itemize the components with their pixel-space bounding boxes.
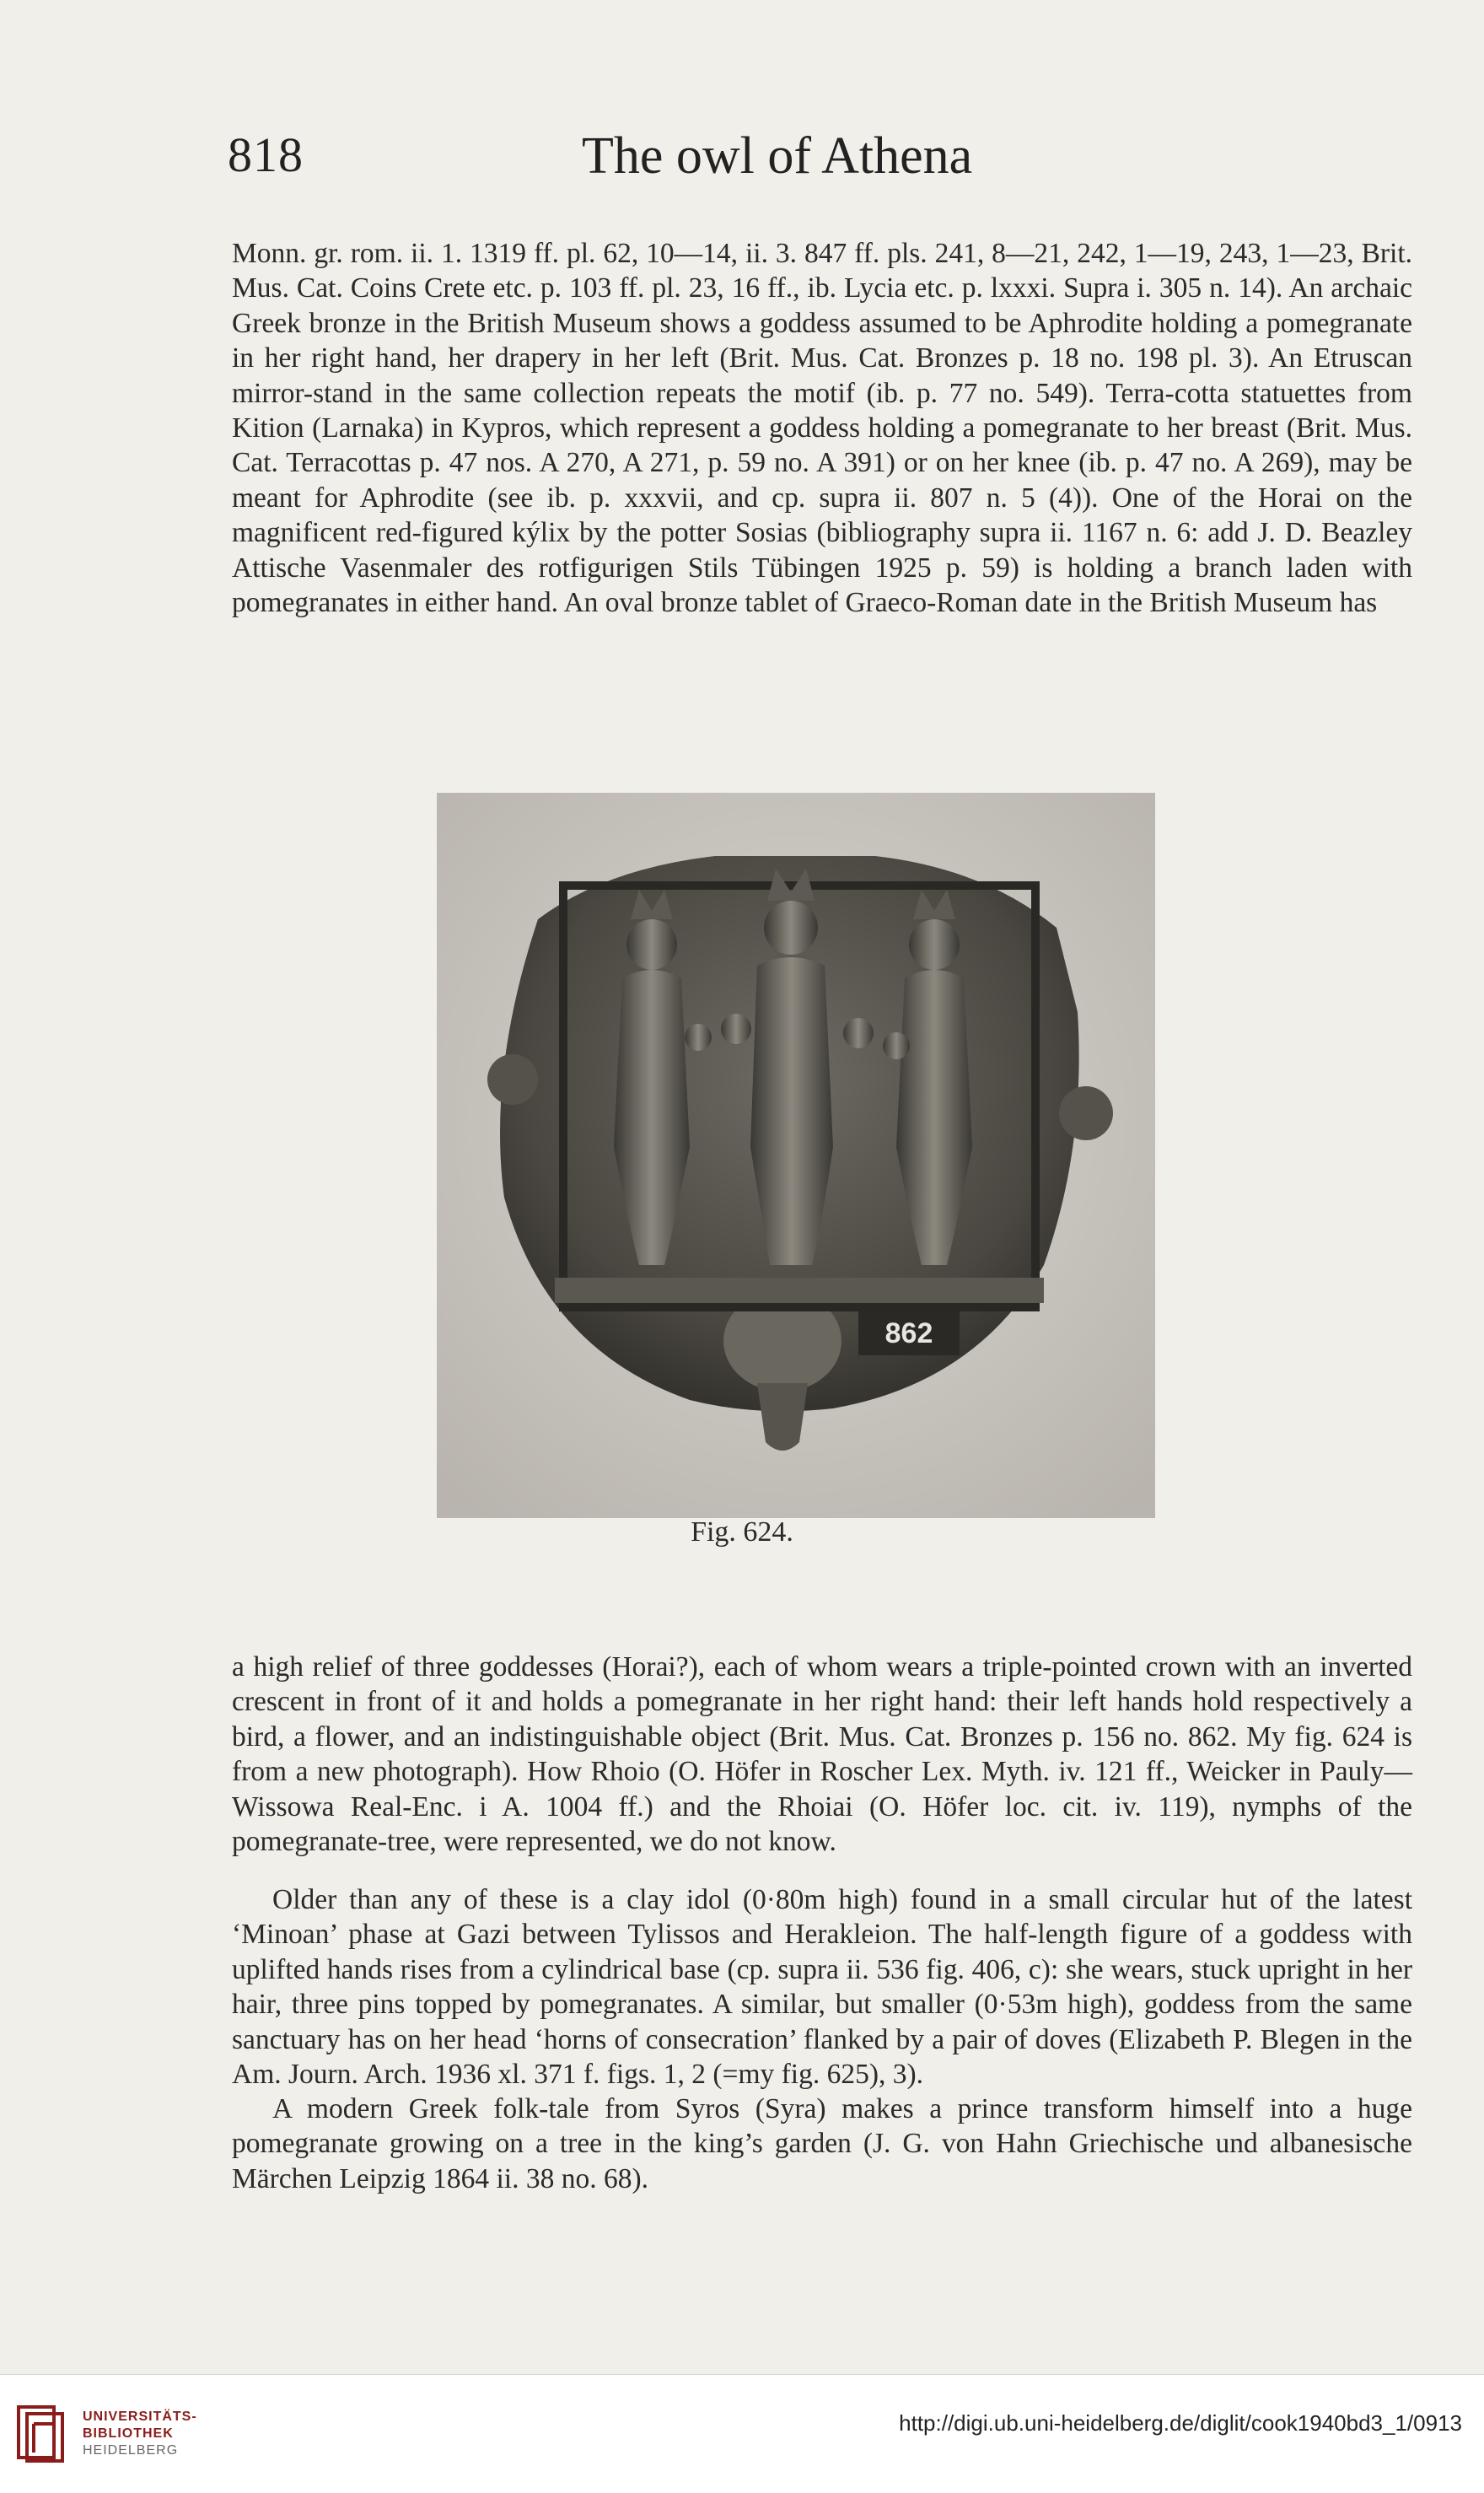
library-logo-icon[interactable] [15,2404,66,2464]
bronze-tablet-photo [437,793,1155,1518]
figure-caption: Fig. 624. [691,1516,793,1548]
library-name-line: UNIVERSITÄTS- [83,2410,197,2424]
paragraph-text: a high relief of three goddesses (Horai?), each of whom wears a triple-pointed crown with an inverted crescent in front of it and holds a pomegranate in her right hand: their left hands hold respectively a bird, a flower, and an indistinguishable object (Brit. Mus. Cat. Bronzes p. 156 no. 862. My fig. 624 is from a new photograph). How Rhoio (O. Höfer in Roscher Lex. Myth. iv. 121 ff., Weicker in Pauly—Wissowa Real-Enc. i A. 1004 ff.) and the Rhoiai (O. Höfer loc. cit. iv. 119), nymphs of the pomegranate-tree, were represented, we do not know. [232,1651,1412,1858]
library-name-line: BIBLIOTHEK [83,2426,174,2441]
source-url-link[interactable]: http://digi.ub.uni-heidelberg.de/diglit/cook1940bd3_1/0913 [899,2410,1462,2436]
museum-number-label: 862 [884,1317,933,1349]
page-header [228,127,1417,219]
library-name-line: HEIDELBERG [83,2443,179,2458]
paragraph-text: A modern Greek folk-tale from Syros (Syra) makes a prince transform himself into a huge pomegranate growing on a tree in the king’s garden (J. G. von Hahn Griechische und albanesische Märchen Leipzig 1864 ii. 38 no. 68). [232,2093,1412,2194]
library-name[interactable] [83,2409,197,2459]
figure-image [437,793,1155,1518]
paragraph-footnote-continuation [232,236,1412,620]
paragraph-folk-tale [232,2092,1412,2196]
paragraph-text: Monn. gr. rom. ii. 1. 1319 ff. pl. 62, 10—14, ii. 3. 847 ff. pls. 241, 8—21, 242, 1—19, 243, 1—23, Brit. Mus. Cat. Coins Crete etc. p. 103 ff. pl. 23, 16 ff., ib. Lycia etc. p. lxxxi. Supra i. 305 n. 14). An archaic Greek bronze in the British Museum shows a goddess assumed to be Aphrodite holding a pomegranate in her right hand, her drapery in her left (Brit. Mus. Cat. Bronzes p. 18 no. 198 pl. 3). An Etruscan mirror-stand in the same collection repeats the motif (ib. p. 77 no. 549). Terra-cotta statuettes from Kition (Larnaka) in Kypros, which represent a goddess holding a pomegranate to her breast (Brit. Mus. Cat. Terracottas p. 47 nos. A 270, A 271, p. 59 no. A 391) or on her knee (ib. p. 47 no. A 269), may be meant for Aphrodite (see ib. p. xxxvii, and cp. supra ii. 807 n. 5 (4)). One of the Horai on the magnificent red-figured kýlix by the potter Sosias (bibliography supra ii. 1167 n. 6: add J. D. Beazley Attische Vasenmaler des rotfigurigen Stils Tübingen 1925 p. 59) is holding a branch laden with pomegranates in either hand. An oval bronze tablet of Graeco-Roman date in the British Museum has [232,238,1412,619]
page-number: 818 [228,127,304,182]
running-title: The owl of Athena [582,127,973,185]
paragraph-horai [232,1650,1412,1859]
paragraph-text: Older than any of these is a clay idol (0·80m high) found in a small circular hut of the latest ‘Minoan’ phase at Gazi between Tylissos and Herakleion. The half-length figure of a goddess with uplifted hands rises from a cylindrical base (cp. supra ii. 536 fig. 406, c): she wears, stuck upright in her hair, three pins topped by pomegranates. A similar, but smaller (0·53m high), goddess from the same sanctuary has on her head ‘horns of consecration’ flanked by a pair of doves (Elizabeth P. Blegen in the Am. Journ. Arch. 1936 xl. 371 f. figs. 1, 2 (=my fig. 625), 3). [232,1884,1412,2091]
paragraph-clay-idol [232,1882,1412,2092]
viewer-footer [0,2374,1484,2493]
